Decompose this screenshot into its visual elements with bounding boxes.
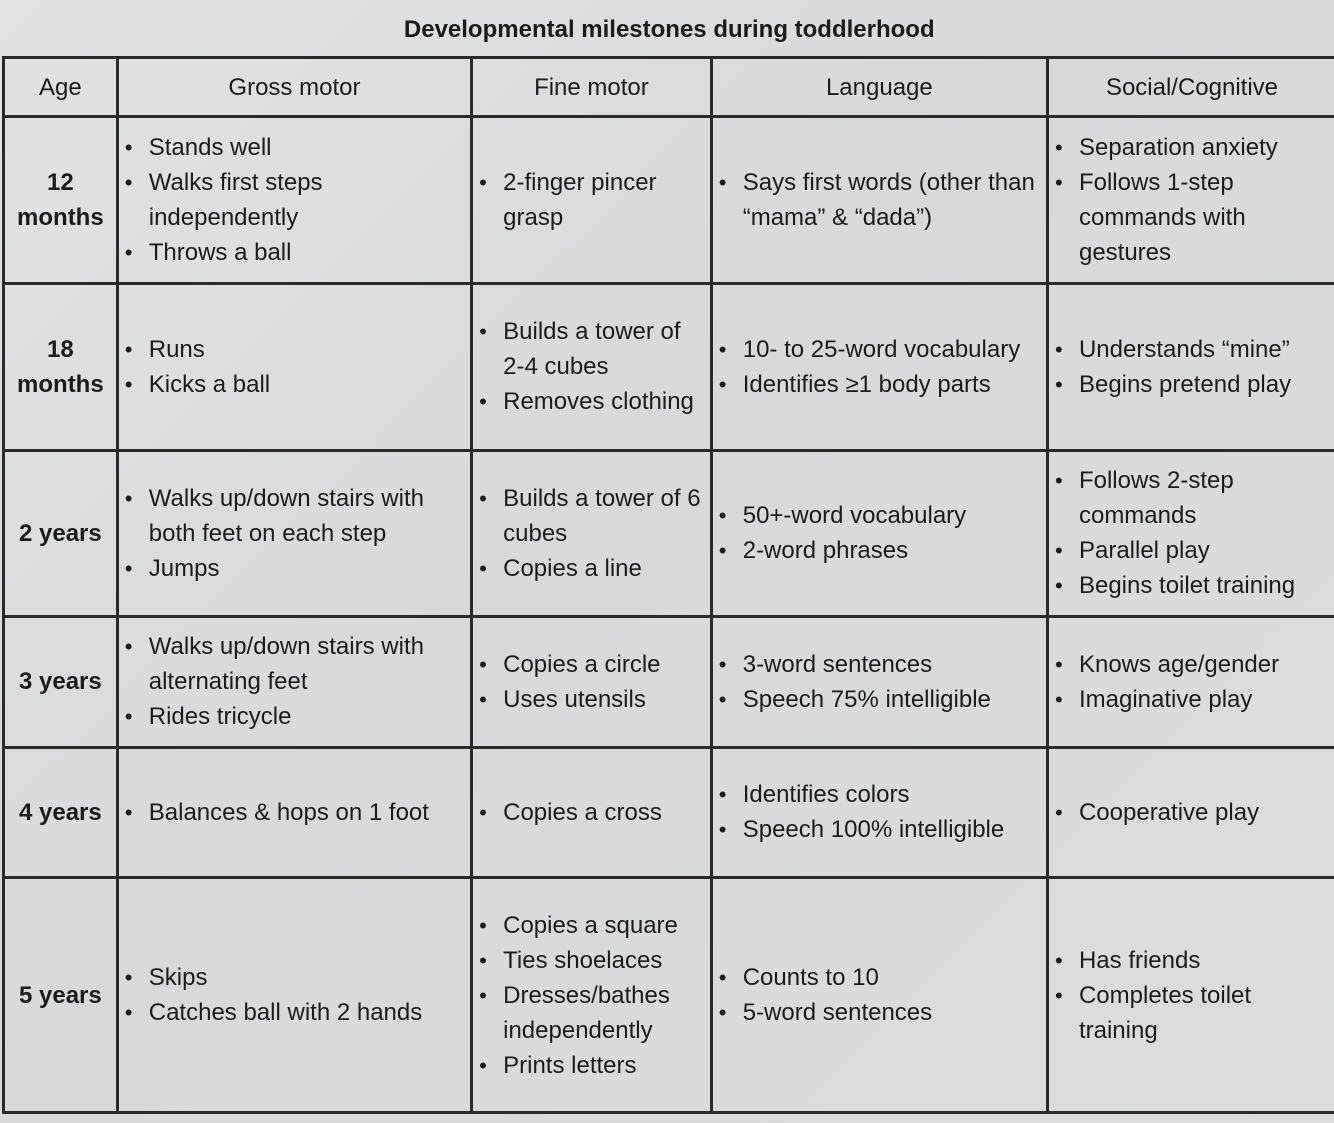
gross-motor-cell: [117, 284, 471, 451]
age-cell: 3 years: [4, 617, 118, 747]
list-item: • Ties shoelaces: [503, 943, 706, 978]
list-item: • Copies a cross: [503, 795, 706, 830]
list-item: • Parallel play: [1079, 533, 1331, 568]
list-item: • Speech 100% intelligible: [743, 812, 1042, 847]
list-item: • 2-word phrases: [743, 533, 1042, 568]
list-item: • Removes clothing: [503, 384, 706, 419]
list-item: • Stands well: [149, 130, 466, 165]
list-item: • Follows 2-step commands: [1079, 463, 1331, 533]
fine-motor-list: [477, 481, 706, 586]
list-item: • Skips: [149, 960, 466, 995]
list-item: • Begins toilet training: [1079, 568, 1331, 603]
social-cognitive-list: [1053, 943, 1331, 1048]
social-cognitive-list: [1053, 463, 1331, 603]
fine-motor-list: [477, 165, 706, 235]
list-item: • 2-finger pincer grasp: [503, 165, 706, 235]
fine-motor-cell: [472, 617, 712, 747]
fine-motor-list: [477, 647, 706, 717]
list-item: • Balances & hops on 1 foot: [149, 795, 466, 830]
gross-motor-list: [123, 629, 466, 734]
gross-motor-list: [123, 795, 466, 830]
list-item: • Separation anxiety: [1079, 130, 1331, 165]
social-cognitive-list: [1053, 647, 1331, 717]
social-cognitive-cell: [1047, 284, 1334, 451]
table-title: Developmental milestones during toddlerhood: [4, 4, 1334, 58]
social-cognitive-list: [1053, 332, 1331, 402]
list-item: • Catches ball with 2 hands: [149, 995, 466, 1030]
gross-motor-list: [123, 332, 466, 402]
header-fine-motor: Fine motor: [472, 58, 712, 117]
language-cell: [711, 284, 1047, 451]
title-row: [4, 4, 1334, 58]
milestones-table: [2, 4, 1334, 1114]
list-item: • Dresses/bathes independently: [503, 978, 706, 1048]
list-item: • Jumps: [149, 551, 466, 586]
language-list: [717, 332, 1042, 402]
list-item: • Begins pretend play: [1079, 367, 1331, 402]
list-item: • Knows age/gender: [1079, 647, 1331, 682]
fine-motor-cell: [472, 450, 712, 617]
gross-motor-cell: [117, 617, 471, 747]
list-item: • Walks up/down stairs with both feet on each step: [149, 481, 466, 551]
language-list: [717, 165, 1042, 235]
gross-motor-cell: [117, 878, 471, 1113]
social-cognitive-cell: [1047, 878, 1334, 1113]
list-item: • Rides tricycle: [149, 699, 466, 734]
list-item: • Walks first steps independently: [149, 165, 466, 235]
social-cognitive-list: [1053, 130, 1331, 270]
fine-motor-cell: [472, 284, 712, 451]
list-item: • Uses utensils: [503, 682, 706, 717]
age-cell: 12 months: [4, 117, 118, 284]
language-cell: [711, 450, 1047, 617]
language-cell: [711, 747, 1047, 877]
list-item: • Copies a square: [503, 908, 706, 943]
language-list: [717, 777, 1042, 847]
header-age: Age: [4, 58, 118, 117]
social-cognitive-list: [1053, 795, 1331, 830]
fine-motor-cell: [472, 117, 712, 284]
header-row: [4, 58, 1334, 117]
list-item: • 3-word sentences: [743, 647, 1042, 682]
social-cognitive-cell: [1047, 450, 1334, 617]
fine-motor-list: [477, 908, 706, 1083]
list-item: • Kicks a ball: [149, 367, 466, 402]
list-item: • Imaginative play: [1079, 682, 1331, 717]
list-item: • 50+-word vocabulary: [743, 498, 1042, 533]
age-cell: 2 years: [4, 450, 118, 617]
language-list: [717, 960, 1042, 1030]
list-item: • 5-word sentences: [743, 995, 1042, 1030]
list-item: • Copies a line: [503, 551, 706, 586]
table-row: [4, 450, 1334, 617]
social-cognitive-cell: [1047, 117, 1334, 284]
language-list: [717, 647, 1042, 717]
fine-motor-cell: [472, 747, 712, 877]
table-row: [4, 117, 1334, 284]
list-item: • Counts to 10: [743, 960, 1042, 995]
fine-motor-list: [477, 314, 706, 419]
list-item: • Walks up/down stairs with alternating feet: [149, 629, 466, 699]
age-cell: 4 years: [4, 747, 118, 877]
age-cell: 5 years: [4, 878, 118, 1113]
list-item: • Identifies ≥1 body parts: [743, 367, 1042, 402]
list-item: • Identifies colors: [743, 777, 1042, 812]
table-row: [4, 617, 1334, 747]
gross-motor-cell: [117, 747, 471, 877]
list-item: • Says first words (other than “mama” & “dada”): [743, 165, 1042, 235]
list-item: • 10- to 25-word vocabulary: [743, 332, 1042, 367]
header-social-cognitive: Social/Cognitive: [1047, 58, 1334, 117]
gross-motor-cell: [117, 450, 471, 617]
gross-motor-list: [123, 481, 466, 586]
language-cell: [711, 878, 1047, 1113]
language-cell: [711, 617, 1047, 747]
list-item: • Runs: [149, 332, 466, 367]
list-item: • Completes toilet training: [1079, 978, 1331, 1048]
header-gross-motor: Gross motor: [117, 58, 471, 117]
list-item: • Follows 1-step commands with gestures: [1079, 165, 1331, 270]
fine-motor-cell: [472, 878, 712, 1113]
fine-motor-list: [477, 795, 706, 830]
list-item: • Understands “mine”: [1079, 332, 1331, 367]
table-row: [4, 878, 1334, 1113]
list-item: • Has friends: [1079, 943, 1331, 978]
age-cell: 18 months: [4, 284, 118, 451]
gross-motor-list: [123, 130, 466, 270]
list-item: • Builds a tower of 2-4 cubes: [503, 314, 706, 384]
list-item: • Speech 75% intelligible: [743, 682, 1042, 717]
table-row: [4, 747, 1334, 877]
social-cognitive-cell: [1047, 617, 1334, 747]
list-item: • Builds a tower of 6 cubes: [503, 481, 706, 551]
gross-motor-cell: [117, 117, 471, 284]
table-body: [4, 117, 1334, 1113]
table-row: [4, 284, 1334, 451]
social-cognitive-cell: [1047, 747, 1334, 877]
list-item: • Throws a ball: [149, 235, 466, 270]
gross-motor-list: [123, 960, 466, 1030]
list-item: • Copies a circle: [503, 647, 706, 682]
header-language: Language: [711, 58, 1047, 117]
list-item: • Prints letters: [503, 1048, 706, 1083]
language-cell: [711, 117, 1047, 284]
list-item: • Cooperative play: [1079, 795, 1331, 830]
language-list: [717, 498, 1042, 568]
